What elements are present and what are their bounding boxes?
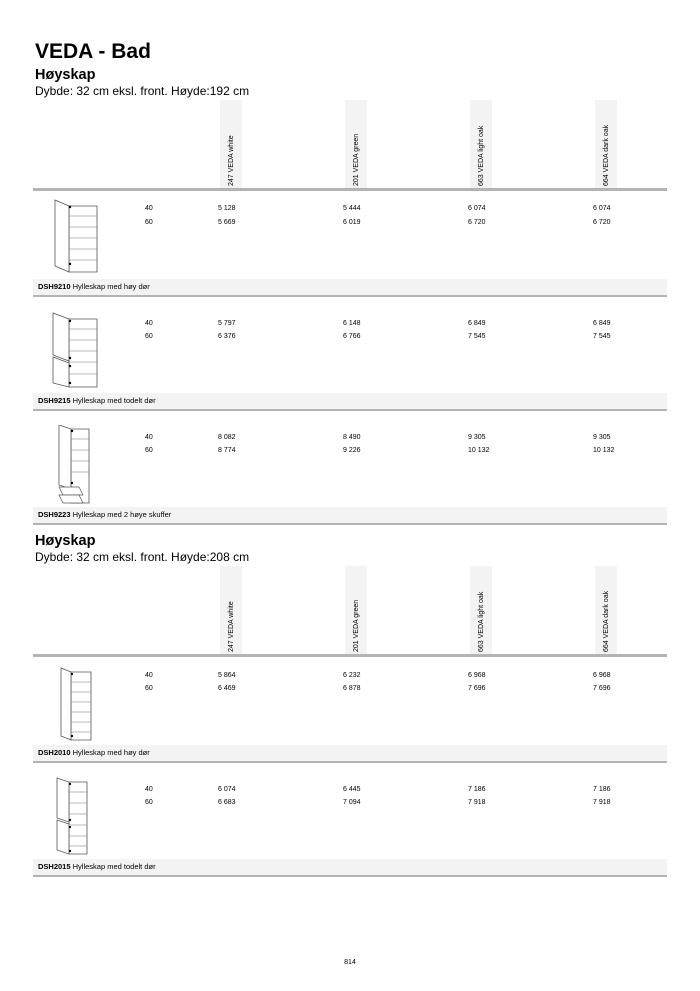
price-cell: 6 968 [593,672,611,679]
width-value: 60 [145,685,153,692]
product-name: Hylleskap med todelt dør [72,396,156,405]
price-cell: 6 968 [468,672,486,679]
price-cell: 6 232 [343,672,361,679]
product-name: Hylleskap med høy dør [72,282,150,291]
price-cell: 6 766 [343,333,361,340]
column-header: 663 VEDA light oak [478,125,485,186]
price-cell: 10 132 [593,447,615,454]
column-header: 664 VEDA dark oak [603,124,610,186]
product-label [38,510,171,519]
price-cell: 5 444 [343,205,361,212]
price-cell: 7 696 [468,685,486,692]
product-label [38,862,156,871]
tall-cabinet-single-door-icon [45,662,115,744]
row-divider [33,523,667,525]
column-header: 247 VEDA white [228,601,235,652]
price-cell: 6 849 [468,320,486,327]
width-value: 40 [145,786,153,793]
price-cell: 7 918 [593,799,611,806]
price-cell: 9 226 [343,447,361,454]
price-cell: 7 545 [468,333,486,340]
tall-cabinet-split-door-icon [45,776,115,858]
price-cell: 9 305 [468,434,486,441]
width-value: 60 [145,799,153,806]
width-value: 40 [145,434,153,441]
width-value: 40 [145,672,153,679]
tall-cabinet-drawers-icon [45,425,115,507]
price-cell: 6 469 [218,685,236,692]
price-cell: 6 849 [593,320,611,327]
price-cell: 9 305 [593,434,611,441]
price-cell: 6 376 [218,333,236,340]
price-cell: 5 669 [218,219,236,226]
price-cell: 7 186 [468,786,486,793]
price-cell: 10 132 [468,447,490,454]
page-number: 814 [344,959,356,966]
price-cell: 7 545 [593,333,611,340]
price-cell: 5 864 [218,672,236,679]
product-label [38,396,156,405]
product-name: Hylleskap med todelt dør [72,862,156,871]
row-divider [33,875,667,877]
width-value: 60 [145,333,153,340]
page-title: VEDA - Bad [35,40,151,63]
price-cell: 6 074 [218,786,236,793]
row-divider [33,761,667,763]
width-value: 60 [145,447,153,454]
section-subtitle: Dybde: 32 cm eksl. front. Høyde:208 cm [35,550,250,564]
product-code: DSH9210 [38,282,71,291]
price-cell: 7 918 [468,799,486,806]
price-cell: 6 445 [343,786,361,793]
product-code: DSH9223 [38,510,71,519]
price-cell: 6 148 [343,320,361,327]
section-title: Høyskap [35,67,96,83]
product-label [38,748,150,757]
column-header: 201 VEDA green [353,599,360,652]
product-code: DSH2015 [38,862,71,871]
tall-cabinet-single-door-icon [45,196,115,278]
column-header: 663 VEDA light oak [478,591,485,652]
width-value: 40 [145,205,153,212]
header-divider [33,188,667,191]
price-cell: 5 128 [218,205,236,212]
price-cell: 8 082 [218,434,236,441]
price-cell: 6 878 [343,685,361,692]
section-subtitle: Dybde: 32 cm eksl. front. Høyde:192 cm [35,84,250,98]
price-cell: 6 019 [343,219,361,226]
product-label [38,282,150,291]
price-cell: 6 720 [593,219,611,226]
header-divider [33,654,667,657]
price-cell: 6 720 [468,219,486,226]
column-header: 247 VEDA white [228,135,235,186]
column-header: 664 VEDA dark oak [603,590,610,652]
row-divider [33,409,667,411]
column-header: 201 VEDA green [353,133,360,186]
product-name: Hylleskap med 2 høye skuffer [72,510,172,519]
price-cell: 6 074 [593,205,611,212]
price-cell: 7 696 [593,685,611,692]
price-cell: 6 683 [218,799,236,806]
price-cell: 5 797 [218,320,236,327]
product-name: Hylleskap med høy dør [72,748,150,757]
price-cell: 8 774 [218,447,236,454]
tall-cabinet-split-door-icon [45,311,115,393]
product-code: DSH2010 [38,748,71,757]
price-cell: 6 074 [468,205,486,212]
price-cell: 7 186 [593,786,611,793]
row-divider [33,295,667,297]
width-value: 60 [145,219,153,226]
section-title: Høyskap [35,533,96,549]
product-code: DSH9215 [38,396,71,405]
price-cell: 8 490 [343,434,361,441]
width-value: 40 [145,320,153,327]
price-cell: 7 094 [343,799,361,806]
